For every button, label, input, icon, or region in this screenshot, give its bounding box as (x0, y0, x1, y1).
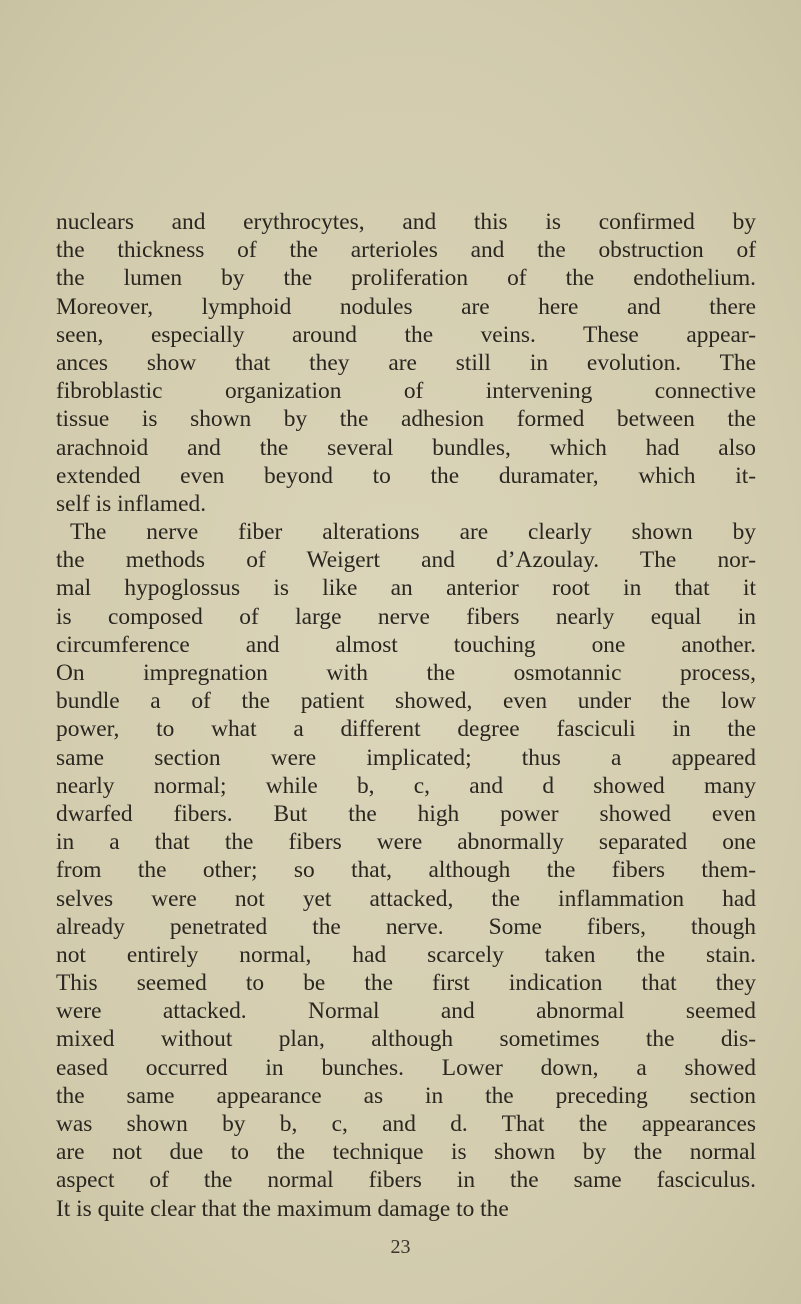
text-line: arachnoid and the several bundles, which had also (56, 434, 756, 461)
text-line: mixed without plan, although sometimes the dis- (56, 1026, 756, 1053)
text-line: nearly normal; while b, c, and d showed many (56, 772, 756, 799)
text-line: from the other; so that, although the fibers them- (56, 857, 756, 884)
text-line: ances show that they are still in evolution. The (56, 349, 756, 376)
text-line: the thickness of the arterioles and the obstruction of (56, 237, 756, 264)
text-line: selves were not yet attacked, the inflammation had (56, 885, 756, 912)
text-line: nuclears and erythrocytes, and this is confirmed by (56, 209, 756, 235)
text-line: This seemed to be the first indication that they (56, 970, 756, 997)
text-line: was shown by b, c, and d. That the appearances (56, 1111, 756, 1137)
text-line: eased occurred in bunches. Lower down, a showed (56, 1054, 756, 1081)
text-line: the same appearance as in the preceding section (56, 1082, 756, 1109)
text-line: in a that the fibers were abnormally separated one (56, 829, 756, 856)
text-line: the methods of Weigert and d’Azoulay. The nor- (56, 547, 756, 574)
text-line: It is quite clear that the maximum damage to the (56, 1195, 509, 1222)
page-number: 23 (390, 1236, 411, 1258)
text-line: aspect of the normal fibers in the same fasciculus. (56, 1167, 756, 1194)
text-line: extended even beyond to the duramater, which it- (56, 462, 756, 489)
text-line: fibroblastic organization of intervening connective (56, 378, 756, 405)
text-line: mal hypoglossus is like an anterior root in that it (56, 575, 756, 602)
text-line: dwarfed fibers. But the high power showed even (56, 800, 756, 827)
text-line: already penetrated the nerve. Some fibers, though (56, 913, 756, 940)
text-line: power, to what a different degree fasciculi in the (56, 716, 756, 743)
text-line: the lumen by the proliferation of the endothelium. (56, 265, 756, 292)
text-line: circumference and almost touching one another. (56, 631, 756, 658)
text-line: On impregnation with the osmotannic process, (56, 660, 756, 686)
text-line: were attacked. Normal and abnormal seemed (56, 998, 756, 1025)
text-line: same section were implicated; thus a appeared (56, 744, 756, 771)
text-line: is composed of large nerve fibers nearly equal in (56, 603, 756, 630)
text-line: Moreover, lymphoid nodules are here and there (56, 293, 756, 320)
text-line: self is inflamed. (56, 490, 207, 517)
text-line: tissue is shown by the adhesion formed between the (56, 406, 756, 433)
text-line: seen, especially around the veins. These appear- (56, 321, 756, 348)
text-line: bundle a of the patient showed, even under the low (56, 688, 756, 715)
text-line: not entirely normal, had scarcely taken the stain. (56, 941, 756, 968)
text-line: are not due to the technique is shown by the normal (56, 1139, 756, 1166)
text-line: The nerve fiber alterations are clearly shown by (70, 519, 756, 546)
body-text (56, 208, 756, 1223)
